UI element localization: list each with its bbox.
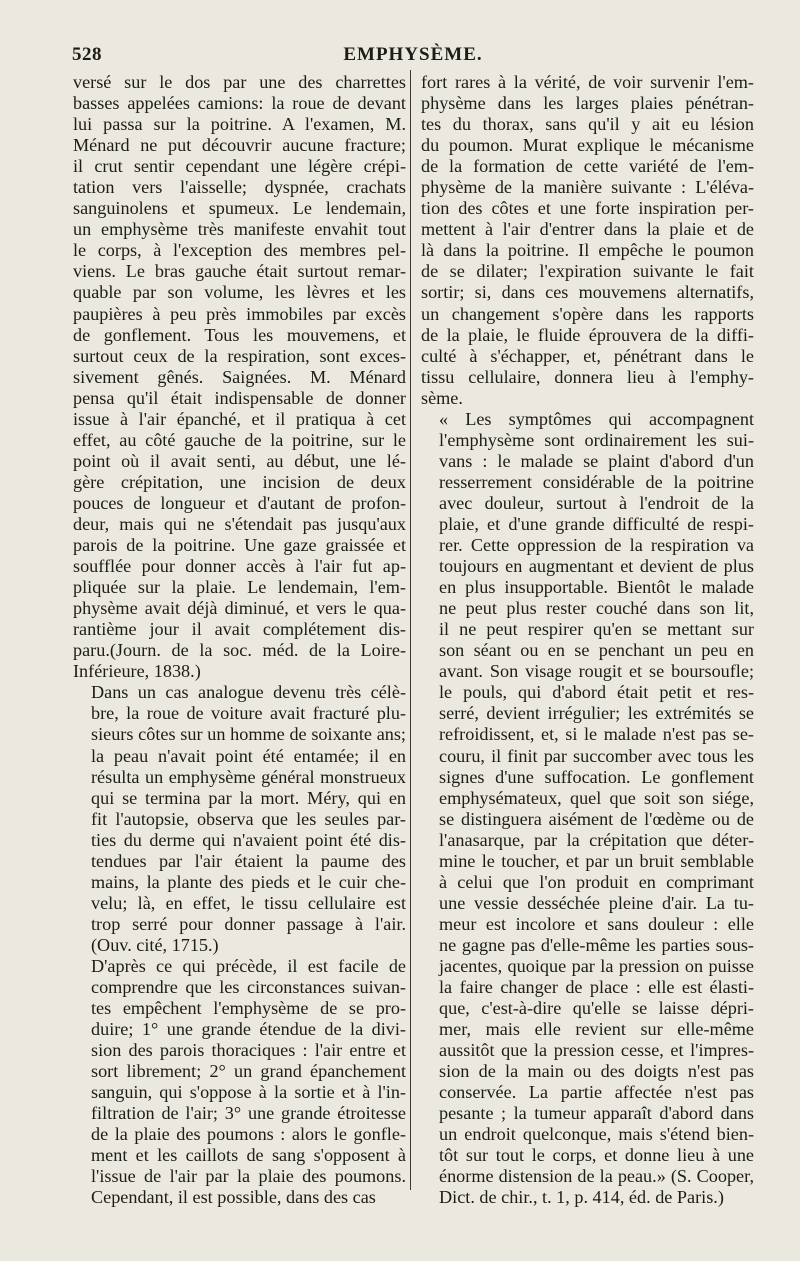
text-line: velu; là, en effet, le tissu cellulaire est (91, 892, 406, 913)
text-line: là dans la poitrine. Il empêche le poumon (421, 240, 754, 261)
text-line: paru.(Journ. de la soc. méd. de la Loire- (73, 640, 406, 661)
text-line: Ménard ne put découvrir aucune fracture; (73, 135, 406, 156)
text-line: paupières à peu près immobiles par excès (73, 303, 406, 324)
text-line: culté à s'échapper, et, pénétrant dans le (421, 345, 754, 366)
text-line: effet, au côté gauche de la poitrine, sur le (73, 429, 406, 450)
text-line: tôt sur tout le corps, et donne lieu à une (439, 1145, 754, 1166)
text-line: son séant ou en se penchant un peu en (439, 640, 754, 661)
text-line: en plus insupportable. Bientôt le malade (439, 577, 754, 598)
text-line: ne gagne pas d'elle-même les parties sous- (439, 934, 754, 955)
text-line: qui se termina par la mort. Méry, qui en (91, 787, 406, 808)
text-line: mettent à l'air d'entrer dans la plaie et de (421, 219, 754, 240)
text-line: pouces de longueur et d'autant de profon- (73, 492, 406, 513)
text-line: énorme distension de la peau.» (S. Cooper, (439, 1166, 754, 1187)
text-line: Cependant, il est possible, dans des cas (91, 1187, 376, 1208)
text-line: sème. (421, 387, 463, 408)
text-line: de la plaie, le fluide éprouvera de la diffi- (421, 324, 754, 345)
text-line: physème de la manière suivante : L'éléva- (421, 177, 754, 198)
text-line: rer. Cette oppression de la respiration va (439, 535, 754, 556)
text-line: résulta un emphysème général monstrueux (91, 766, 406, 787)
text-line: le pouls, qui d'abord était petit et res- (439, 682, 754, 703)
text-line: plaie, et d'une grande difficulté de respi- (439, 513, 754, 534)
text-line: tes du thorax, sans qu'il y ait eu lésion (421, 114, 754, 135)
text-line: lui passa sur la poitrine. A l'examen, M. (73, 114, 406, 135)
paragraph (421, 409, 754, 1209)
text-line: tes empêchent l'emphysème de se pro- (91, 998, 406, 1019)
page-number: 528 (72, 44, 102, 65)
text-line: tion des côtes et une forte inspiration per- (421, 198, 754, 219)
text-line: sort librement; 2° un grand épanchement (91, 1061, 406, 1082)
text-line: (Ouv. cité, 1715.) (91, 934, 219, 955)
text-line: sieurs côtes sur un homme de soixante ans; (91, 724, 406, 745)
text-line: point où il avait senti, au début, une lé- (73, 450, 406, 471)
text-line: gère crépitation, une incision de deux (73, 471, 406, 492)
text-line: de se dilater; l'expiration suivante le fait (421, 261, 754, 282)
text-line: mine le toucher, et par un bruit semblable (439, 850, 754, 871)
text-line: se distinguera aisément de l'œdème ou de (439, 808, 754, 829)
text-line: serré, devient irrégulier; les extrémités se (439, 703, 754, 724)
page-header (70, 42, 756, 70)
text-line: physème avait déjà diminué, et vers le qua- (73, 598, 406, 619)
text-line: physème dans les larges plaies pénétran- (421, 93, 754, 114)
text-line: soufflée pour donner accès à l'air fut ap- (73, 556, 406, 577)
text-line: un changement s'opère dans les rapports (421, 303, 754, 324)
text-line: l'anasarque, par la crépitation que déter- (439, 829, 754, 850)
text-line: de la plaie des poumons : alors le gonfle- (91, 1124, 406, 1145)
column-divider (410, 70, 411, 1190)
text-line: aussitôt que la pression cesse, et l'impres- (439, 1040, 754, 1061)
text-line: bre, la roue de voiture avait fracturé plu- (91, 703, 406, 724)
text-line: fit l'autopsie, observa que les seules par- (91, 808, 406, 829)
text-line: « Les symptômes qui accompagnent (439, 408, 754, 429)
text-line: sion des parois thoraciques : l'air entre et (91, 1040, 406, 1061)
text-line: le corps, à l'exception des membres pel- (73, 240, 406, 261)
text-line: la faire changer de place : elle est élasti- (439, 977, 754, 998)
text-line: toujours en augmentant et devient de plus (439, 556, 754, 577)
text-line: resserrement considérable de la poitrine (439, 471, 754, 492)
text-line: ne peut plus rester couché dans son lit, (439, 598, 754, 619)
text-line: avec douleur, surtout à l'endroit de la (439, 492, 754, 513)
text-line: sortir; si, dans ces mouvemens alternatifs, (421, 282, 754, 303)
text-line: vans : le malade se plaint d'abord d'un (439, 450, 754, 471)
text-line: versé sur le dos par une des charrettes (73, 72, 406, 92)
text-line: avant. Son visage rougit et se boursoufle; (439, 661, 754, 682)
text-line: sanguin, qui s'oppose à la sortie et à l'in- (91, 1082, 406, 1103)
text-line: couru, il finit par succomber avec tous les (439, 745, 754, 766)
text-line: de la formation de cette variété de l'em- (421, 156, 754, 177)
text-line: l'issue de l'air par la plaie des poumons. (91, 1166, 406, 1187)
text-line: que, c'est-à-dire qu'elle se laisse dépri- (439, 998, 754, 1019)
text-line: Dict. de chir., t. 1, p. 414, éd. de Paris.) (439, 1187, 724, 1208)
text-line: une vessie desséchée pleine d'air. La tu- (439, 892, 754, 913)
running-title: EMPHYSÈME. (343, 44, 483, 65)
text-line: comprendre que les circonstances suivan- (91, 977, 406, 998)
text-line: filtration de l'air; 3° une grande étroitesse (91, 1103, 406, 1124)
text-line: ment et les caillots de sang s'opposent à (91, 1145, 406, 1166)
text-line: sion de la main ou des doigts n'est pas (439, 1061, 754, 1082)
text-line: tissu cellulaire, donnera lieu à l'emphy- (421, 366, 754, 387)
text-line: de gonflement. Tous les mouvemens, et (73, 324, 406, 345)
text-line: fort rares à la vérité, de voir survenir l'em- (421, 72, 754, 92)
text-line: deur, mais qui ne s'étendait pas jusqu'aux (73, 513, 406, 534)
text-line: il ne peut respirer qu'en se mettant sur (439, 619, 754, 640)
paragraph (421, 72, 754, 409)
text-line: refroidissent, et, si le malade n'est pas se- (439, 724, 754, 745)
text-line: issue à l'air épanché, et il pratiqua à cet (73, 408, 406, 429)
text-line: viens. Le bras gauche était surtout remar- (73, 261, 406, 282)
text-line: emphysémateux, quel que soit son siége, (439, 787, 754, 808)
text-line: il crut sentir cependant une légère crépi- (73, 156, 406, 177)
text-line: tendues par l'air étaient la paume des (91, 850, 406, 871)
text-line: un endroit quelconque, mais s'étend bien- (439, 1124, 754, 1145)
text-line: tation vers l'aisselle; dyspnée, crachats (73, 177, 406, 198)
text-line: Dans un cas analogue devenu très célè- (91, 682, 406, 703)
text-line: quable par son volume, les lèvres et les (73, 282, 406, 303)
text-line: jacentes, quoique par la pression on puisse (439, 955, 754, 976)
text-line: la peau n'avait point été entamée; il en (91, 745, 406, 766)
text-line: conservée. La partie affectée n'est pas (439, 1082, 754, 1103)
text-line: duire; 1° une grande étendue de la divi- (91, 1019, 406, 1040)
text-line: un emphysème très manifeste envahit tout (73, 219, 406, 240)
text-line: mer, mais elle revient sur elle-même (439, 1019, 754, 1040)
text-line: basses appelées camions: la roue de devant (73, 93, 406, 114)
text-line: trop serré pour donner passage à l'air. (91, 913, 406, 934)
text-line: signes d'une suffocation. Le gonflement (439, 766, 754, 787)
right-text-column (421, 72, 754, 1209)
text-line: sanguinolens et spumeux. Le lendemain, (73, 198, 406, 219)
text-line: mains, la plante des pieds et le cuir che- (91, 871, 406, 892)
paragraph (73, 72, 406, 682)
text-line: Inférieure, 1838.) (73, 661, 201, 682)
text-line: pesante ; la tumeur apparaît d'abord dans (439, 1103, 754, 1124)
text-line: l'emphysème sont ordinairement les sui- (439, 429, 754, 450)
text-line: surtout ceux de la respiration, sont exces- (73, 345, 406, 366)
text-line: parois de la poitrine. Une gaze graissée et (73, 535, 406, 556)
paragraph (73, 956, 406, 1209)
text-line: à celui que l'on produit en comprimant (439, 871, 754, 892)
text-line: ties du derme qui n'avaient point été dis- (91, 829, 406, 850)
text-line: pliquée sur la plaie. Le lendemain, l'em- (73, 577, 406, 598)
text-line: pensa qu'il était indispensable de donner (73, 387, 406, 408)
text-line: sivement gênés. Saignées. M. Ménard (73, 366, 406, 387)
left-text-column (73, 72, 406, 1209)
text-line: D'après ce qui précède, il est facile de (91, 955, 406, 976)
paragraph (73, 682, 406, 956)
text-line: du poumon. Murat explique le mécanisme (421, 135, 754, 156)
text-line: meur est incolore et sans douleur : elle (439, 913, 754, 934)
text-line: rantième jour il avait complétement dis- (73, 619, 406, 640)
